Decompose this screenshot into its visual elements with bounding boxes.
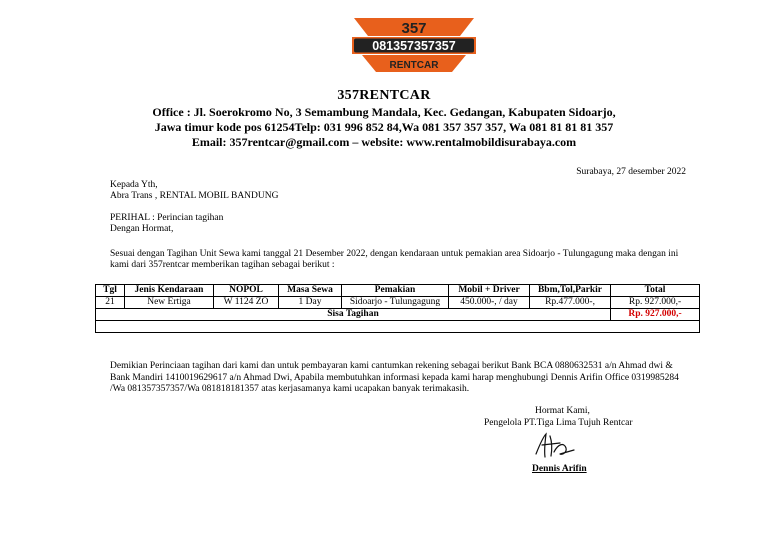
letter-greeting: Dengan Hormat, [110, 224, 174, 234]
company-contact-line: Email: 357rentcar@gmail.com – website: www.rentalmobildisurabaya.com [191, 135, 577, 149]
company-address-line1: Office : Jl. Soerokromo No, 3 Semambung Mandala, Kec. Gedangan, Kabupaten Sidoarjo, [152, 105, 616, 119]
col-header: Masa Sewa [279, 285, 342, 297]
letter-subject: PERIHAL : Perincian tagihan [110, 213, 224, 223]
table-row [96, 297, 700, 309]
signer-position: Pengelola PT.Tiga Lima Tujuh Rentcar [484, 418, 633, 428]
closing-paragraph: Demikian Perinciaan tagihan dari kami dan untuk pembayaran kami cantumkan rekening sebagai berikut Bank BCA 0880632531 a/n Ahmad dwi & Bank Mandiri 1410019629617 a/n Ahmad Dwi, Apabila membutuhkan informasi kepada kami harap menghubungi Dennis Arifin Office 0319985284 /Wa 081357357357/Wa 081818181357 atas kerjasamanya kami ucapakan banyak terimakasih. [110, 361, 679, 394]
balance-label: Sisa Tagihan [96, 309, 611, 321]
table-balance-row [96, 309, 700, 321]
col-header: Bbm,Tol,Parkir [530, 285, 611, 297]
col-header: Total [611, 285, 700, 297]
invoice-table [95, 284, 700, 333]
company-address-line2: Jawa timur kode pos 61254Telp: 031 996 852 84,Wa 081 357 357 357, Wa 081 81 81 81 357 [154, 120, 614, 134]
table-blank-row [96, 321, 700, 333]
logo-phone: 081357357357 [372, 39, 456, 53]
table-header-row [96, 285, 700, 297]
col-header: Pemakian [342, 285, 449, 297]
col-header: Jenis Kendaraan [125, 285, 214, 297]
logo-number: 357 [401, 20, 427, 37]
cell-fuel-toll: Rp.477.000-, [530, 297, 611, 309]
col-header: Tgl [96, 285, 125, 297]
cell-total: Rp. 927.000,- [611, 297, 700, 309]
balance-value: Rp. 927.000,- [611, 309, 700, 321]
company-name: 357RENTCAR [337, 88, 431, 103]
recipient-salutation: Kepada Yth, [110, 180, 158, 190]
signature-image [530, 430, 578, 460]
col-header: NOPOL [214, 285, 279, 297]
col-header: Mobil + Driver [449, 285, 530, 297]
blank-cell [96, 321, 700, 333]
cell-route: Sidoarjo - Tulungagung [342, 297, 449, 309]
recipient-name: Abra Trans , RENTAL MOBIL BANDUNG [110, 191, 279, 201]
cell-vehicle: New Ertiga [125, 297, 214, 309]
letter-body: Sesuai dengan Tagihan Unit Sewa kami tanggal 21 Desember 2022, dengan kendaraan untuk pemakian area Sidoarjo - Tulungagung maka dengan ini kami dari 357rentcar memberikan tagihan sebagai berikut : [110, 249, 679, 270]
regards: Hormat Kami, [535, 406, 590, 416]
logo-brand: RENTCAR [389, 60, 439, 71]
cell-tgl: 21 [96, 297, 125, 309]
signer-name: Dennis Arifin [532, 464, 587, 474]
company-logo [348, 14, 480, 76]
cell-duration: 1 Day [279, 297, 342, 309]
cell-driver-rate: 450.000-, / day [449, 297, 530, 309]
cell-nopol: W 1124 ZO [214, 297, 279, 309]
letter-date: Surabaya, 27 desember 2022 [576, 167, 686, 177]
